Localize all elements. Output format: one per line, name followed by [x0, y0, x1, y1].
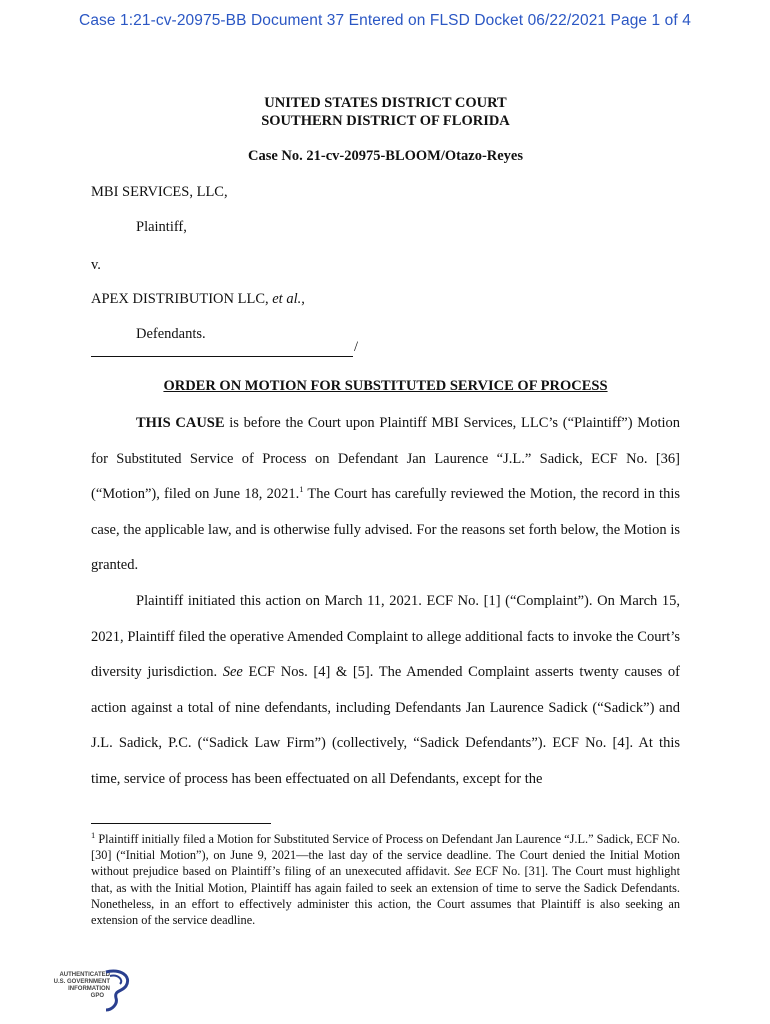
paragraph-1: THIS CAUSE is before the Court upon Plaintiff MBI Services, LLC’s (“Plaintiff”) Motion for Substituted Service of Process on Defendant Jan Laurence “J.L.” Sadick, ECF No. [36] (“Motion”), filed on June 18, 2021.$^1$ The Court has carefully reviewed the Motion, the record in this case, the applicable law, and is otherwise fully advised. For the reasons set forth below, the Motion is granted. [91, 415, 680, 573]
caption-slash: / [354, 339, 359, 355]
docket-header-stamp: Case 1:21-cv-20975-BB Document 37 Entered on FLSD Docket 06/22/2021 Page 1 of 4 [79, 12, 691, 29]
defendant-role: Defendants. [136, 326, 206, 342]
versus: v. [91, 257, 101, 273]
footnote-ref: 1 [299, 484, 304, 495]
plaintiff-role: Plaintiff, [136, 219, 187, 235]
court-name-line: UNITED STATES DISTRICT COURT [264, 95, 507, 111]
court-district-line: SOUTHERN DISTRICT OF FLORIDA [261, 113, 510, 129]
footnote-1: $^1$ Plaintiff initially filed a Motion for Substituted Service of Process on Defendant Jan Laurence “J.L.” Sadick, ECF No. [30] (“Initial Motion”), on June 9, 2021—the last day of the service deadline. The Court denied the Initial Motion without prejudice based on Plaintiff’s filing of an unexecuted affidavit. See ECF No. [31]. The Court must highlight that, as with the Initial Motion, Plaintiff has again failed to seek an extension of time to serve the Sadick Defendants. Nonetheless, in an effort to effectively administer this action, the Court assumes that Plaintiff is also seeking an extension of the service deadline. [91, 829, 681, 928]
court-heading [91, 94, 680, 130]
gpo-authentication-logo [40, 968, 140, 1014]
paragraph-2: Plaintiff initiated this action on March 11, 2021. ECF No. [1] (“Complaint”). On March 15, 2021, Plaintiff filed the operative Amended Complaint to allege additional facts to invoke the Court’s diversity jurisdiction. See ECF Nos. [4] & [5]. The Amended Complaint asserts twenty causes of action against a total of nine defendants, including Defendants Jan Laurence Sadick (“Sadick”) and J.L. Sadick, P.C. (“Sadick Law Firm”) (collectively, “Sadick Defendants”). ECF No. [4]. At this time, service of process has been effectuated on all Defendants, except for the [91, 593, 681, 787]
eagle-icon [100, 968, 134, 1012]
caption-divider-line [91, 340, 353, 357]
order-title: ORDER ON MOTION FOR SUBSTITUTED SERVICE OF PROCESS [163, 378, 608, 394]
defendant-name: APEX DISTRIBUTION LLC, et al., [91, 291, 305, 307]
footnote-rule [91, 823, 271, 824]
plaintiff-name: MBI SERVICES, LLC, [91, 184, 228, 200]
gpo-logo-text: AUTHENTICATED U.S. GOVERNMENT INFORMATION GPO [53, 972, 110, 999]
this-cause-lead: THIS CAUSE [136, 415, 225, 431]
case-number: Case No. 21-cv-20975-BLOOM/Otazo-Reyes [247, 148, 524, 164]
footnote-number: 1 [91, 829, 96, 840]
